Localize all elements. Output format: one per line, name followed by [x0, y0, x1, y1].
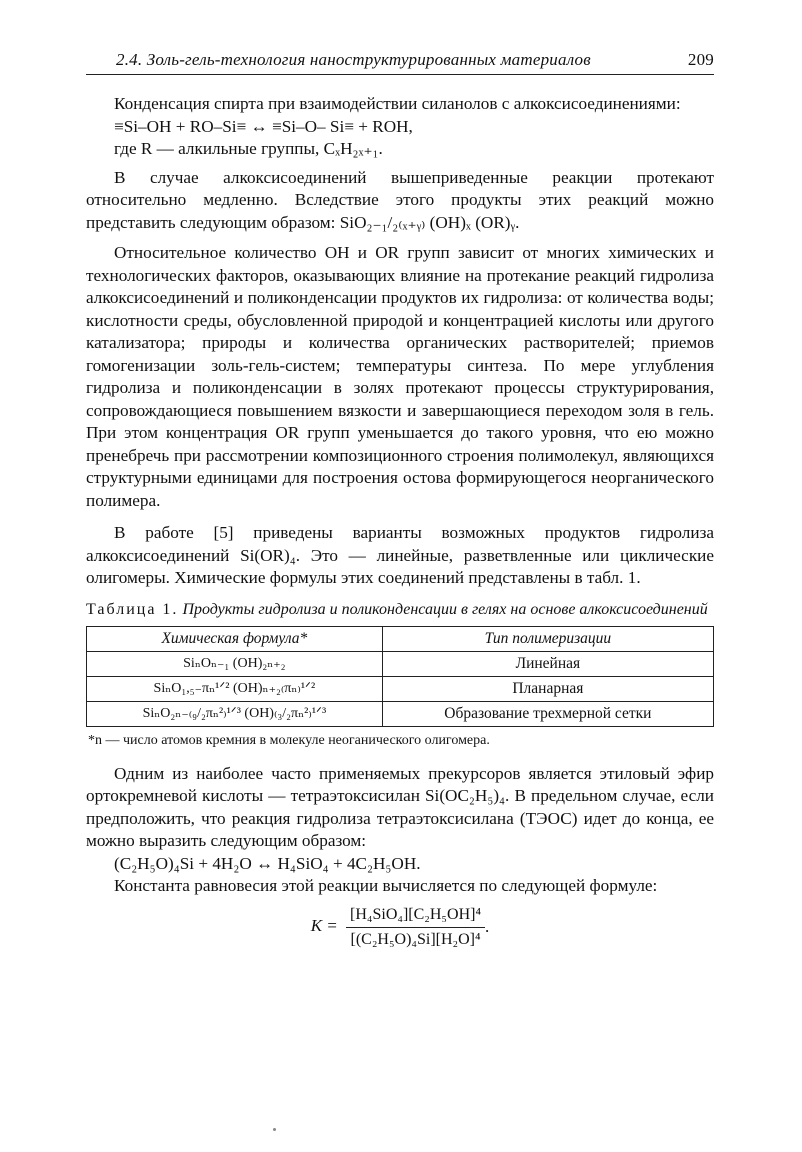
paragraph-equilibrium-constant: Константа равновесия этой реакции вычисляется по следующей формуле: [114, 876, 658, 895]
cell-type: Образование трехмерной сетки [382, 701, 713, 726]
cell-type: Линейная [382, 651, 713, 676]
table-footnote: *n — число атомов кремния в молекуле неоганического олигомера. [88, 732, 490, 748]
running-title: 2.4. Золь-гель-технология наноструктурированных материалов [116, 50, 591, 69]
column-header-formula: Химическая формула* [87, 626, 383, 651]
paragraph-teos: Одним из наиболее часто применяемых прекурсоров является этиловый эфир ортокремневой кислоты — тетраэтоксисилан Si(OC₂H₅)₄. В предельном случае, если предположить, что реакция гидролиза тетраэтоксисилана (ТЭОС) идет до конца, ее можно выразить следующим образом: [86, 763, 714, 850]
table-row [87, 676, 714, 701]
cell-formula: SiₙO₂ₙ₋₍₉/₂πₙ²₎¹ᐟ³ (OH)₍₃/₂πₙ²₎¹ᐟ³ [87, 701, 383, 726]
equation-siloxane: ≡Si–OH + RO–Si≡ ↔ ≡Si–O– Si≡ + ROH, [114, 116, 413, 136]
page-speck [273, 1128, 276, 1131]
table-caption [86, 600, 714, 619]
table-caption-label: Таблица 1. [86, 600, 179, 618]
paragraph-oh-or-groups: Относительное количество OH и OR групп зависит от многих химических и технологических факторов, оказывающих влияние на протекание реакций гидролиза алкоксисоединений и поликонденсации продуктов их гидролиза: от количества воды; кислотности среды, обусловленной природой и концентрацией кислоты или другого катализатора; природы и количества органических растворителей; приемов гомогенизации золь-гель-систем; температуры синтеза. По мере углубления гидролиза и поликонденсации в золях протекают процессы структурирования, сопровождающиеся повышением вязкости и завершающиеся переходом золя в гель. При этом концентрация OR групп уменьшается до такого уровня, что ею можно пренебречь при рассмотрении композиционного строения полимолекул, являющихся структурными единицами для построения остова формирующегося неорганического полимера. [86, 243, 714, 510]
paragraph-alkoxy-reactions: В случае алкоксисоединений вышеприведенные реакции протекают относительно медленно. Вследствие этого продукты этих реакций можно представить следующим образом: SiO₂₋₁/₂₍ₓ₊ᵧ₎ (OH)ₓ (OR)ᵧ. [86, 167, 714, 232]
table-header-row [87, 626, 714, 651]
equilibrium-formula [86, 904, 714, 952]
paragraph-hydrolysis-products: В работе [5] приведены варианты возможных продуктов гидролиза алкоксисоединений Si(OR)₄. Это — линейные, разветвленные или циклические олигомеры. Химические формулы этих соединений представлены в табл. 1. [86, 523, 714, 587]
k-label: K = [310, 916, 338, 936]
page-number: 209 [687, 50, 714, 69]
column-header-type: Тип полимеризации [382, 626, 713, 651]
table-caption-text: Продукты гидролиза и поликонденсации в гелях на основе алкоксисоединений [182, 600, 708, 618]
k-end-mark: . [485, 916, 490, 936]
body-text-continued [86, 763, 714, 952]
k-fraction [346, 904, 485, 952]
equation-teos-hydrolysis: (C₂H₅O)₄Si + 4H₂O ↔ H₄SiO₄ + 4C₂H₅OH. [114, 853, 421, 873]
k-denominator: [(C₂H₅O)₄Si][H₂O]⁴ [350, 931, 481, 948]
cell-formula: SiₙOₙ₋₁ (OH)₂ₙ₊₂ [87, 651, 383, 676]
k-numerator: [H₄SiO₄][C₂H₅OH]⁴ [346, 904, 485, 929]
table-row [87, 701, 714, 726]
cell-formula: SiₙO₁,₅₋πₙ¹ᐟ² (OH)ₙ₊₂₍πₙ₎¹ᐟ² [87, 676, 383, 701]
table-row [87, 651, 714, 676]
cell-type: Планарная [382, 676, 713, 701]
hydrolysis-products-table [86, 626, 714, 727]
running-header [86, 50, 714, 75]
page [86, 50, 714, 952]
equation-note: где R — алкильные группы, CₓH₂ₓ₊₁. [114, 139, 383, 158]
body-text [86, 93, 714, 590]
paragraph-alcohol-condensation: Конденсация спирта при взаимодействии силанолов с алкоксисоединениями: [114, 94, 681, 113]
